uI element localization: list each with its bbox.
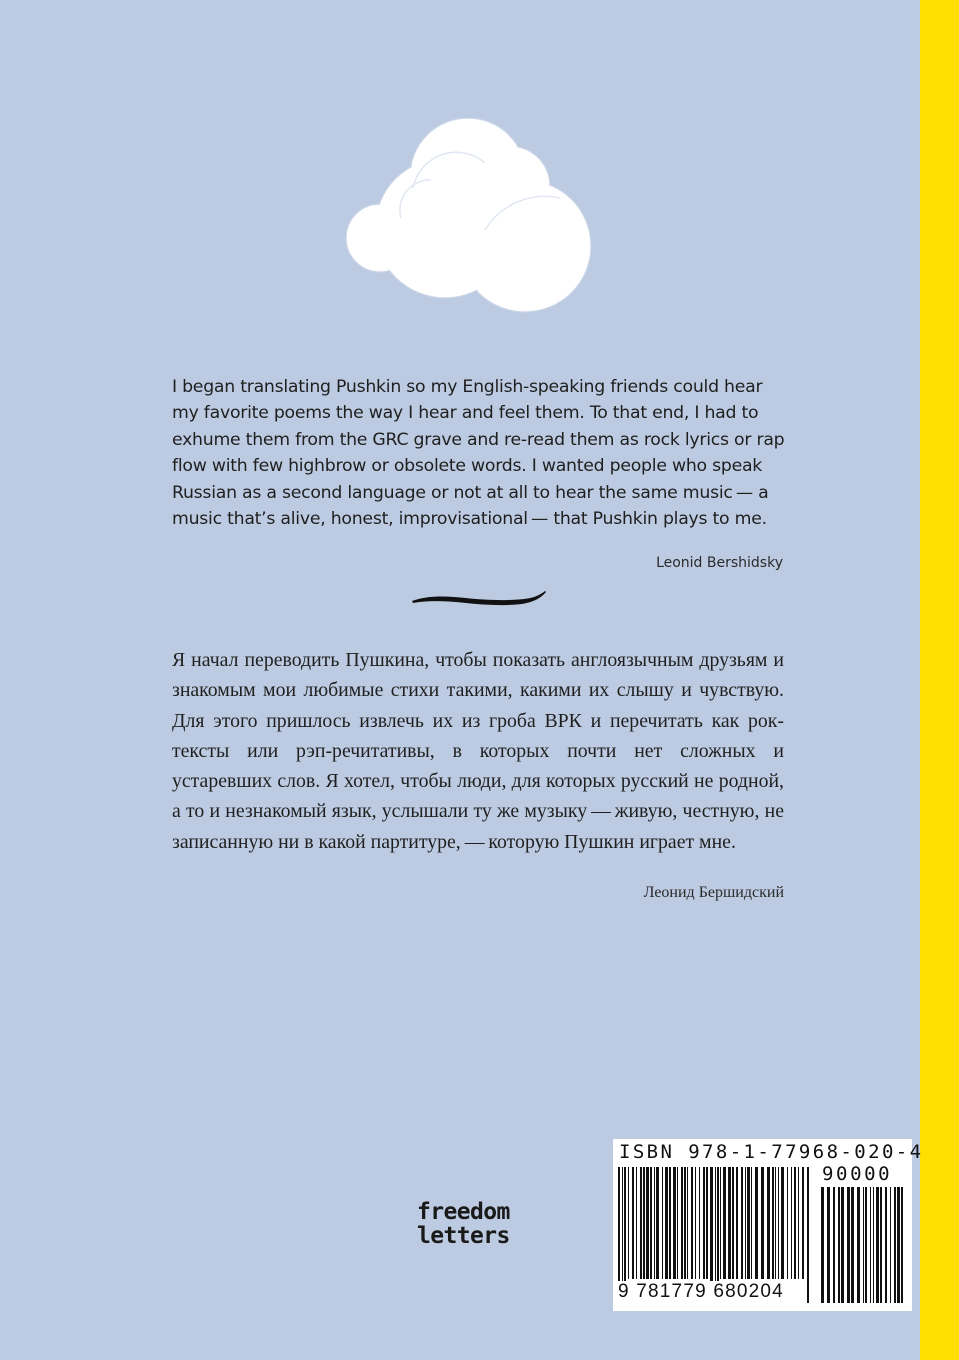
barcode-bar: [662, 1167, 663, 1279]
barcode-bar: [781, 1167, 784, 1279]
barcode-bar: [736, 1167, 738, 1279]
barcode-bar: [673, 1167, 676, 1279]
barcode-bar: [821, 1187, 824, 1303]
barcode-bar: [751, 1167, 752, 1279]
barcode-bar: [857, 1187, 860, 1303]
price-code: 90000: [822, 1163, 893, 1185]
barcode-bar: [669, 1167, 671, 1279]
barcode-bar: [628, 1167, 629, 1279]
barcode-bar: [827, 1187, 830, 1303]
barcode-bar: [807, 1167, 809, 1303]
barcode-bar: [636, 1167, 637, 1279]
barcode-bar: [720, 1167, 721, 1279]
ean-digits: 9 781779 680204: [618, 1281, 806, 1303]
publisher-logo: [417, 1200, 510, 1248]
isbn-barcode: [613, 1139, 924, 1311]
barcode-bar: [677, 1167, 678, 1279]
barcode-bar: [703, 1167, 705, 1279]
barcode-bar: [894, 1187, 896, 1303]
barcode-bar: [687, 1167, 688, 1279]
barcode-bar: [728, 1167, 731, 1279]
barcode-bar: [732, 1167, 734, 1279]
barcode-bar: [665, 1167, 668, 1279]
barcode-bar: [656, 1167, 659, 1279]
barcode-bar: [643, 1167, 645, 1279]
publisher-logo-line2: letters: [417, 1223, 510, 1249]
english-author-signature: Leonid Bershidsky: [656, 555, 783, 571]
barcode-bar: [741, 1167, 743, 1279]
barcode-bar: [767, 1167, 770, 1279]
barcode-bar: [747, 1167, 750, 1279]
barcode-bar: [897, 1187, 900, 1303]
english-blurb: [172, 374, 792, 532]
barcode-bar: [863, 1187, 864, 1303]
isbn-label: ISBN 978-1-77968-020-4: [619, 1141, 924, 1163]
barcode-bar: [851, 1187, 854, 1303]
barcode-bar: [876, 1187, 879, 1303]
barcode-bar: [654, 1167, 655, 1279]
russian-blurb: [172, 645, 784, 857]
addon-barcode-bars: [820, 1187, 908, 1303]
barcode-bar: [885, 1187, 887, 1303]
barcode-bar: [691, 1167, 693, 1279]
english-blurb-text: I began translating Pushkin so my English-speaking friends could hear my favorite poems the way I hear and feel them. To that end, I had to exhume them from the GRC grave and re-read them as rock lyrics or rap flow with few highbrow or obsolete words. I wanted people who speak Russian as a second language or not at all to hear the same music — a music that’s alive, honest, improvisational — that Pushkin plays to me.: [172, 377, 785, 530]
barcode-bar: [841, 1187, 844, 1303]
barcode-bar: [723, 1167, 726, 1279]
barcode-bar: [755, 1167, 758, 1279]
barcode-bar: [865, 1187, 867, 1303]
barcode-bar: [775, 1167, 776, 1279]
barcode-bar: [838, 1187, 840, 1303]
barcode-bar: [873, 1187, 874, 1303]
barcode-bar: [632, 1167, 634, 1279]
barcode-bar: [880, 1187, 882, 1303]
brush-stroke-divider: [410, 588, 548, 610]
russian-blurb-text: Я начал переводить Пушкина, чтобы показать англоязычным друзьям и знакомым мои любимые стихи такими, какими их слышу и чувствую. Для этого пришлось извлечь их из гроба ВРК и перечитать как рок-тексты или рэп-речитативы, в которых почти нет сложных и устаревших слов. Я хотел, чтобы люди, для которых русский не родной, а то и незнакомый язык, услышали ту же музыку — живую, честную, не записанную ни в какой партитуре, — которую Пушкин играет мне.: [172, 649, 784, 853]
barcode-bar: [890, 1187, 891, 1303]
cloud-illustration: [335, 118, 595, 318]
barcode-bar: [646, 1167, 649, 1279]
barcode-bar: [870, 1187, 871, 1303]
barcode-bar: [695, 1167, 696, 1279]
barcode-bar: [684, 1167, 686, 1279]
barcode-bar: [901, 1187, 903, 1303]
barcode-bar: [761, 1167, 764, 1279]
barcode-bar: [772, 1167, 774, 1279]
barcode-bar: [802, 1167, 804, 1279]
barcode-bar: [640, 1167, 642, 1279]
barcode-bar: [745, 1167, 746, 1279]
barcode-bar: [787, 1167, 788, 1279]
book-spine-strip: [920, 0, 959, 1360]
publisher-logo-line1: freedom: [417, 1199, 510, 1225]
barcode-bar: [847, 1187, 850, 1303]
barcode-bar: [650, 1167, 652, 1279]
barcode-bar: [699, 1167, 700, 1279]
barcode-bar: [778, 1167, 779, 1279]
barcode-bar: [791, 1167, 792, 1279]
barcode-bar: [706, 1167, 708, 1279]
barcode-bar: [833, 1187, 835, 1303]
barcode-bar: [794, 1167, 796, 1279]
russian-author-signature: Леонид Бершидский: [643, 884, 784, 901]
barcode-bar: [798, 1167, 799, 1279]
barcode-bar: [681, 1167, 683, 1279]
